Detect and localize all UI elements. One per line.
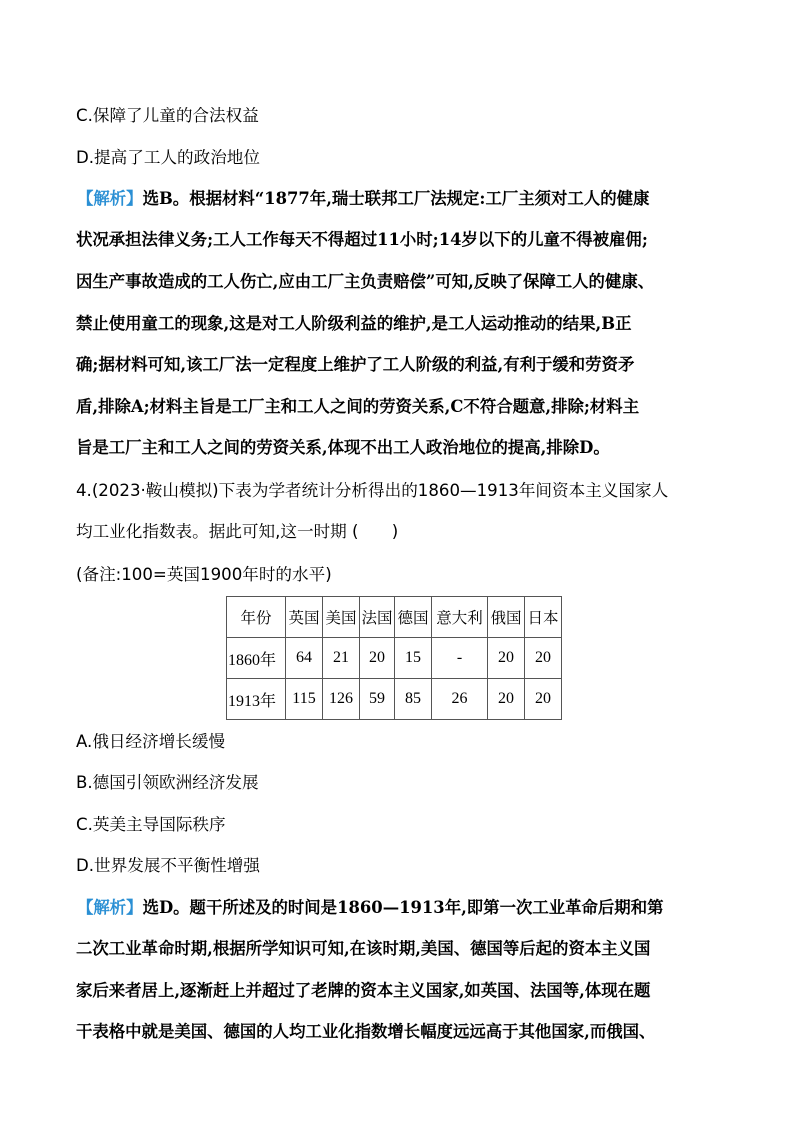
table-header-cell: 意大利	[432, 597, 488, 638]
table-cell: 21	[323, 638, 360, 679]
analysis-tag: 【解析】	[77, 189, 143, 208]
table-cell: 15	[395, 638, 432, 679]
analysis-line: 【解析】选D。题干所述及的时间是1860—1913年,即第一次工业革命后期和第	[77, 898, 664, 917]
table-cell: 126	[323, 679, 360, 720]
industrialization-index-table	[226, 596, 562, 720]
option-a: A.俄日经济增长缓慢	[76, 732, 226, 751]
analysis-line: 家后来者居上,逐渐赶上并超过了老牌的资本主义国家,如英国、法国等,体现在题	[76, 981, 651, 1000]
analysis-line: 盾,排除A;材料主旨是工厂主和工人之间的劳资关系,C不符合题意,排除;材料主	[76, 397, 640, 416]
table-cell: 59	[360, 679, 395, 720]
table-cell: 115	[286, 679, 323, 720]
analysis-line: 【解析】选B。根据材料“1877年,瑞士联邦工厂法规定:工厂主须对工人的健康	[77, 189, 650, 208]
option-d-prev: D.提高了工人的政治地位	[76, 148, 260, 167]
analysis-line: 二次工业革命时期,根据所学知识可知,在该时期,美国、德国等后起的资本主义国	[76, 939, 651, 958]
question-line: 均工业化指数表。据此可知,这一时期 ( )	[76, 522, 399, 541]
table-header-cell: 美国	[323, 597, 360, 638]
analysis-tag: 【解析】	[77, 898, 143, 917]
table-header-cell: 俄国	[488, 597, 525, 638]
analysis-line: 禁止使用童工的现象,这是对工人阶级利益的维护,是工人运动推动的结果,B正	[76, 314, 632, 333]
option-c-prev: C.保障了儿童的合法权益	[76, 106, 259, 125]
option-c: C.英美主导国际秩序	[76, 815, 226, 834]
table-cell: 85	[395, 679, 432, 720]
table-cell: 20	[525, 638, 562, 679]
analysis-line: 旨是工厂主和工人之间的劳资关系,体现不出工人政治地位的提高,排除D。	[76, 438, 610, 457]
table-cell: 1860年	[227, 638, 286, 679]
table-header-cell: 日本	[525, 597, 562, 638]
table-header-cell: 年份	[227, 597, 286, 638]
analysis-line: 状况承担法律义务;工人工作每天不得超过11小时;14岁以下的儿童不得被雇佣;	[76, 230, 648, 249]
table-header-cell: 法国	[360, 597, 395, 638]
analysis-line: 干表格中就是美国、德国的人均工业化指数增长幅度远远高于其他国家,而俄国、	[76, 1022, 656, 1041]
table-cell: 20	[488, 638, 525, 679]
analysis-line: 确;据材料可知,该工厂法一定程度上维护了工人阶级的利益,有利于缓和劳资矛	[76, 355, 635, 374]
question-note: (备注:100=英国1900年时的水平)	[76, 565, 332, 584]
table-row	[227, 679, 562, 720]
option-d: D.世界发展不平衡性增强	[76, 856, 260, 875]
table-cell: 1913年	[227, 679, 286, 720]
table-cell: 20	[360, 638, 395, 679]
option-b: B.德国引领欧洲经济发展	[76, 773, 259, 792]
table-row	[227, 638, 562, 679]
table-header-row	[227, 597, 562, 638]
table-cell: 20	[488, 679, 525, 720]
table-cell: 64	[286, 638, 323, 679]
table-cell: -	[432, 638, 488, 679]
table-cell: 26	[432, 679, 488, 720]
analysis-line: 因生产事故造成的工人伤亡,应由工厂主负责赔偿”可知,反映了保障工人的健康、	[76, 272, 655, 291]
table-header-cell: 德国	[395, 597, 432, 638]
table-header-cell: 英国	[286, 597, 323, 638]
question-line: 4.(2023·鞍山模拟)下表为学者统计分析得出的1860—1913年间资本主义国家人	[76, 481, 669, 500]
table-cell: 20	[525, 679, 562, 720]
